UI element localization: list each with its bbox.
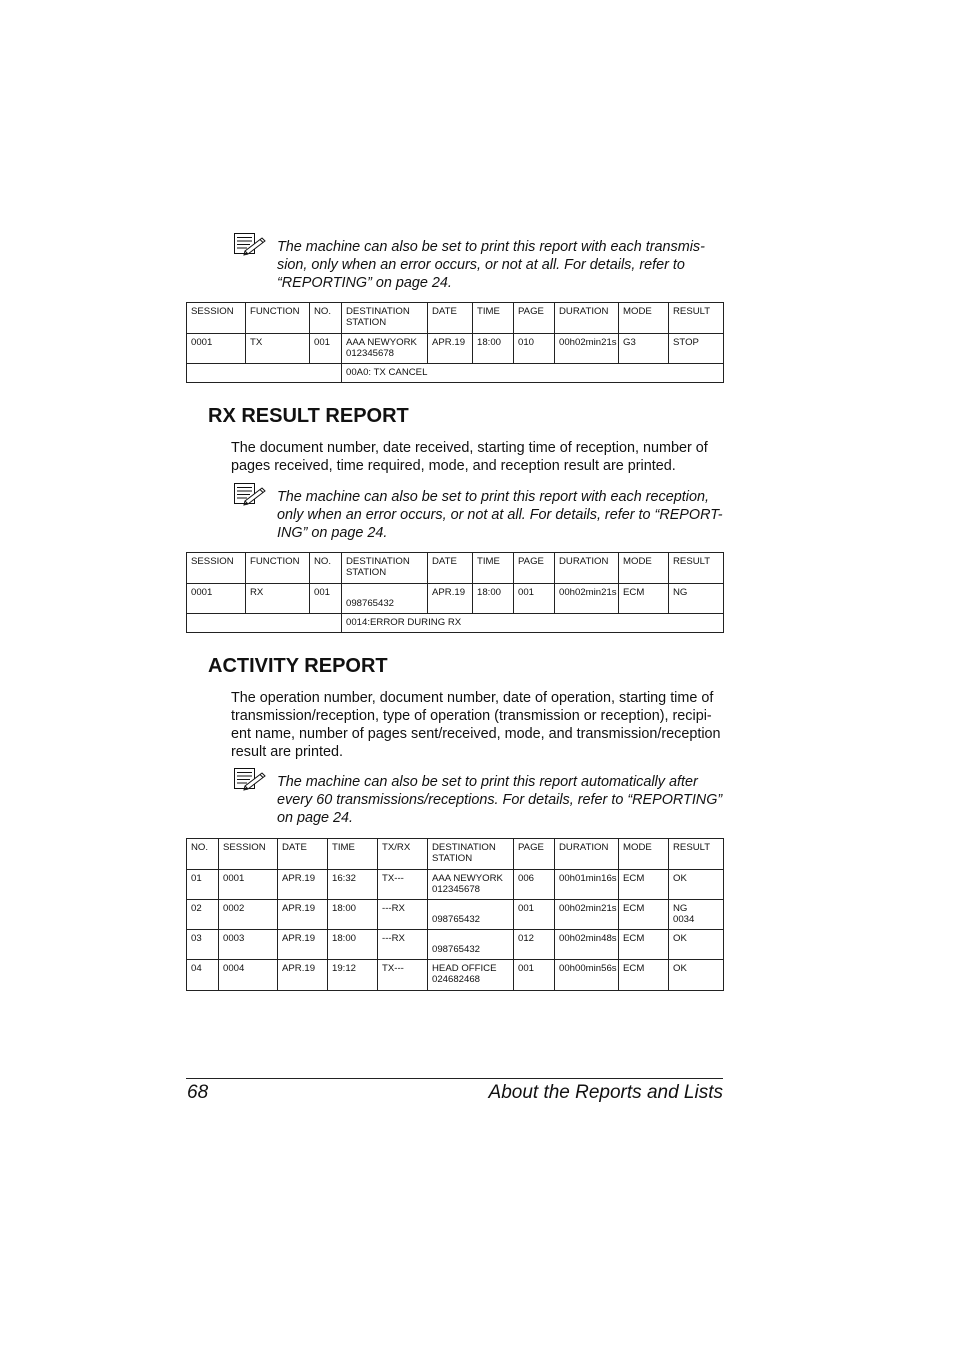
table-cell: TX--- xyxy=(378,960,428,991)
table-cell: 001 xyxy=(514,900,555,930)
note-pencil-icon xyxy=(233,482,267,506)
note-line: The machine can also be set to print this report with each transmis- xyxy=(277,239,705,255)
table-cell: HEAD OFFICE 024682468 xyxy=(428,960,514,991)
error-cell: 00A0: TX CANCEL xyxy=(342,364,724,383)
table-cell: 18:00 xyxy=(473,334,514,364)
header-cell: MODE xyxy=(619,839,669,870)
footer-divider xyxy=(186,1078,723,1079)
note-text xyxy=(277,238,727,292)
header-cell: MODE xyxy=(619,303,669,334)
table-cell: 04 xyxy=(187,960,219,991)
table-cell: NG 0034 xyxy=(669,900,724,930)
table-cell: 001 xyxy=(514,584,555,614)
table-cell: ECM xyxy=(619,960,669,991)
body-line: The operation number, document number, date of operation, starting time of xyxy=(231,690,714,706)
table-cell xyxy=(187,364,342,383)
activity-report-table xyxy=(186,838,724,991)
table-cell: AAA NEWYORK 012345678 xyxy=(428,870,514,900)
header-cell: SESSION xyxy=(187,553,246,584)
table-cell: 00h02min48s xyxy=(555,930,619,960)
header-cell: DURATION xyxy=(555,553,619,584)
table-cell: OK xyxy=(669,930,724,960)
header-cell: SESSION xyxy=(187,303,246,334)
table-cell: 02 xyxy=(187,900,219,930)
table-header-row xyxy=(187,303,724,334)
error-cell: 0014:ERROR DURING RX xyxy=(342,614,724,633)
table-cell: 0001 xyxy=(187,584,246,614)
table-cell: 010 xyxy=(514,334,555,364)
header-cell: RESULT xyxy=(669,303,724,334)
table-cell: APR.19 xyxy=(428,584,473,614)
header-cell: TX/RX xyxy=(378,839,428,870)
header-cell: DATE xyxy=(278,839,328,870)
header-cell: DESTINATION STATION xyxy=(342,553,428,584)
table-cell: 18:00 xyxy=(473,584,514,614)
note-pencil-icon xyxy=(233,232,267,256)
note-pencil-icon xyxy=(233,767,267,791)
note-line: on page 24. xyxy=(277,810,354,826)
table-cell: 098765432 xyxy=(428,900,514,930)
table-cell: ECM xyxy=(619,930,669,960)
header-cell: FUNCTION xyxy=(246,303,310,334)
section-body xyxy=(231,689,731,761)
table-cell: APR.19 xyxy=(428,334,473,364)
table-cell: 18:00 xyxy=(328,930,378,960)
table-row xyxy=(187,960,724,991)
header-cell: NO. xyxy=(310,303,342,334)
table-cell: NG xyxy=(669,584,724,614)
table-cell: OK xyxy=(669,960,724,991)
note-text xyxy=(277,773,727,827)
table-cell: 0002 xyxy=(219,900,278,930)
note-line: only when an error occurs, or not at all. For details, refer to “REPORT- xyxy=(277,507,723,523)
header-cell: MODE xyxy=(619,553,669,584)
table-cell: ECM xyxy=(619,584,669,614)
body-line: transmission/reception, type of operation (transmission or reception), recipi- xyxy=(231,708,712,724)
table-cell: TX--- xyxy=(378,870,428,900)
table-cell: 19:12 xyxy=(328,960,378,991)
header-cell: TIME xyxy=(328,839,378,870)
table-cell: APR.19 xyxy=(278,900,328,930)
table-cell: 00h02min21s xyxy=(555,584,619,614)
header-cell: FUNCTION xyxy=(246,553,310,584)
table-cell: ECM xyxy=(619,900,669,930)
table-row xyxy=(187,900,724,930)
header-cell: NO. xyxy=(310,553,342,584)
table-cell: 03 xyxy=(187,930,219,960)
note-line: The machine can also be set to print this report with each reception, xyxy=(277,489,709,505)
note-line: “REPORTING” on page 24. xyxy=(277,275,452,291)
body-line: ent name, number of pages sent/received, mode, and transmission/reception xyxy=(231,726,721,742)
header-cell: DESTINATION STATION xyxy=(428,839,514,870)
table-cell: 0001 xyxy=(219,870,278,900)
table-cell: ---RX xyxy=(378,900,428,930)
error-row xyxy=(187,364,724,383)
header-cell: PAGE xyxy=(514,839,555,870)
table-cell: 001 xyxy=(310,334,342,364)
table-cell: 098765432 xyxy=(428,930,514,960)
header-cell: RESULT xyxy=(669,839,724,870)
note-line: sion, only when an error occurs, or not at all. For details, refer to xyxy=(277,257,685,273)
table-row xyxy=(187,930,724,960)
table-cell: RX xyxy=(246,584,310,614)
table-cell: TX xyxy=(246,334,310,364)
table-cell: ---RX xyxy=(378,930,428,960)
table-row xyxy=(187,870,724,900)
header-cell: PAGE xyxy=(514,303,555,334)
tx-report-table xyxy=(186,302,724,383)
rx-report-table xyxy=(186,552,724,633)
table-cell: 012 xyxy=(514,930,555,960)
table-cell: OK xyxy=(669,870,724,900)
header-cell: TIME xyxy=(473,553,514,584)
table-cell: STOP xyxy=(669,334,724,364)
header-cell: PAGE xyxy=(514,553,555,584)
table-cell: 01 xyxy=(187,870,219,900)
table-cell: APR.19 xyxy=(278,960,328,991)
section-heading: ACTIVITY REPORT xyxy=(208,655,388,677)
table-cell: 098765432 xyxy=(342,584,428,614)
table-cell: 00h02min21s xyxy=(555,900,619,930)
table-cell: 0004 xyxy=(219,960,278,991)
section-heading: RX RESULT REPORT xyxy=(208,405,409,427)
table-cell: 00h02min21s xyxy=(555,334,619,364)
header-cell: DATE xyxy=(428,303,473,334)
header-cell: RESULT xyxy=(669,553,724,584)
table-cell: G3 xyxy=(619,334,669,364)
header-cell: DURATION xyxy=(555,303,619,334)
table-header-row xyxy=(187,839,724,870)
note-line: ING” on page 24. xyxy=(277,525,388,541)
table-cell: 001 xyxy=(310,584,342,614)
error-row xyxy=(187,614,724,633)
page-number: 68 xyxy=(187,1082,209,1103)
body-line: The document number, date received, starting time of reception, number of xyxy=(231,440,708,456)
note-line: The machine can also be set to print this report automatically after xyxy=(277,774,698,790)
table-cell: ECM xyxy=(619,870,669,900)
header-cell: TIME xyxy=(473,303,514,334)
table-cell: 00h00min56s xyxy=(555,960,619,991)
table-header-row xyxy=(187,553,724,584)
table-cell: APR.19 xyxy=(278,870,328,900)
header-cell: DESTINATION STATION xyxy=(342,303,428,334)
table-row xyxy=(187,334,724,364)
footer-title: About the Reports and Lists xyxy=(488,1082,723,1103)
section-body xyxy=(231,439,731,475)
table-cell: 18:00 xyxy=(328,900,378,930)
table-cell: 16:32 xyxy=(328,870,378,900)
header-cell: SESSION xyxy=(219,839,278,870)
table-cell: APR.19 xyxy=(278,930,328,960)
note-text xyxy=(277,488,727,542)
header-cell: DURATION xyxy=(555,839,619,870)
table-cell: AAA NEWYORK 012345678 xyxy=(342,334,428,364)
table-cell: 0001 xyxy=(187,334,246,364)
table-cell: 0003 xyxy=(219,930,278,960)
table-row xyxy=(187,584,724,614)
header-cell: DATE xyxy=(428,553,473,584)
table-cell: 006 xyxy=(514,870,555,900)
table-cell: 001 xyxy=(514,960,555,991)
body-line: result are printed. xyxy=(231,744,343,760)
table-cell xyxy=(187,614,342,633)
note-line: every 60 transmissions/receptions. For details, refer to “REPORTING” xyxy=(277,792,723,808)
header-cell: NO. xyxy=(187,839,219,870)
table-cell: 00h01min16s xyxy=(555,870,619,900)
body-line: pages received, time required, mode, and reception result are printed. xyxy=(231,458,676,474)
